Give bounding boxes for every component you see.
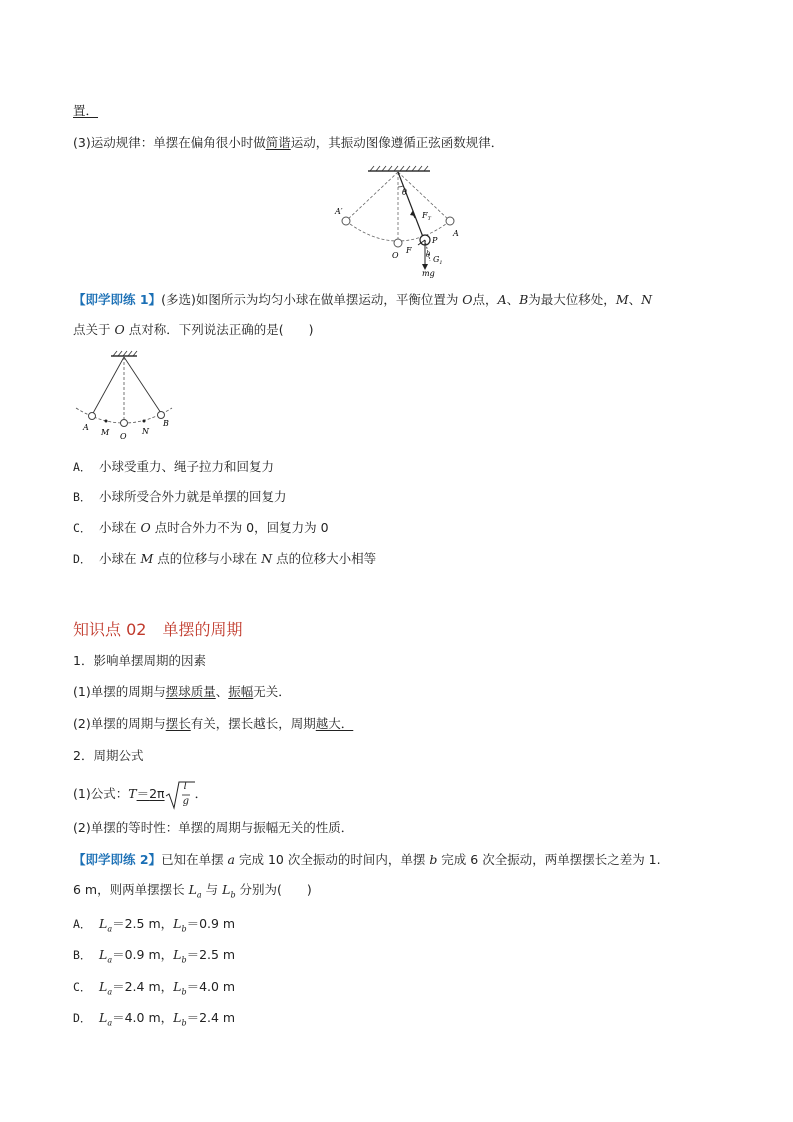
fig1-theta2-label: θ [426,251,431,259]
factors-line2 [73,716,353,732]
fig2-a-label: A [83,423,89,432]
factors-text: (2)单摆的周期与 [73,716,166,731]
option-letter: B． [73,490,92,504]
fig1-mg-label: mg [422,269,435,278]
practice2-line1 [73,852,661,868]
option-var: L [173,916,182,931]
practice1-sep1: 、 [506,292,520,307]
practice1-sep2: 、 [628,292,642,307]
factors-underline: 摆球质量 [165,684,216,699]
option-text: 点时合外力不为 0，回复力为 0 [150,520,329,535]
motion-rule-text [73,135,503,151]
practice1-text-e: 点对称．下列说法正确的是( ) [124,322,314,337]
practice1-tag: 【即学即练 1】 [73,292,162,307]
option-letter: C． [73,521,92,535]
option2-a [73,914,235,934]
practice2-var: a [227,852,235,867]
option-var: L [99,947,108,962]
option-sub: b [181,987,187,997]
option2-b [73,945,235,965]
fig2-n-label: N [142,427,149,436]
practice2-var: L [188,882,197,897]
option-var: L [173,979,182,994]
option-var: L [99,979,108,994]
option-text: ＝2.4 m [186,1010,236,1025]
practice2-text: 6 m，则两单摆摆长 [73,882,189,897]
practice1-line1 [73,292,652,308]
option1-d [73,549,376,567]
factors-underline: 越大． [315,716,354,731]
fig1-theta-label: θ [402,188,407,197]
option-sub: a [107,987,113,997]
isochronism-text: (2)单摆的等时性：单摆的周期与振幅无关的性质． [73,820,354,835]
option-text: 点的位移与小球在 [153,551,262,566]
option1-a [73,457,274,475]
practice2-text: 与 [201,882,223,897]
factors-heading: 1．影响单摆周期的因素 [73,653,206,668]
practice2-var: L [222,882,231,897]
option-var: L [99,916,108,931]
intro-tail-text: 置． [73,103,99,118]
fig1-f-label: F [406,246,412,255]
formula-heading: 2．周期公式 [73,748,144,763]
factors-text: 无关． [253,684,291,699]
fig2-m-label: M [101,428,110,437]
option-text: 小球所受合外力就是单摆的回复力 [99,489,287,504]
option-text: 点的位移大小相等 [272,551,377,566]
fig1-p-label: P [432,236,438,245]
option-text: ＝0.9 m， [112,947,174,962]
factors-line1 [73,684,291,700]
practice1-var-n: N [641,292,653,307]
option-letter: D． [73,1011,92,1025]
practice1-var-a: A [497,292,507,307]
option-var: M [140,551,154,566]
fig1-g1-label: $G_1$ [433,255,443,266]
fig2-b-label: B [163,419,169,428]
formula-t: T [128,786,137,801]
practice1-var-b: B [519,292,529,307]
option-text: ＝2.5 m [186,947,236,962]
factors-underline: 振幅 [228,684,254,699]
formula-numerator: l [183,780,187,792]
practice1-text-d: 点关于 [73,322,115,337]
option-var: L [173,947,182,962]
practice2-text: 分别为( ) [235,882,312,897]
option1-b [73,487,287,505]
practice2-text: 完成 10 次全振动的时间内，单摆 [235,852,430,867]
formula-two-pi: 2π [149,786,165,801]
option-text: ＝0.9 m [186,916,236,931]
option-sub: a [107,1018,113,1028]
fig1-a-prime-label: A′ [335,207,343,216]
option-letter: A． [73,460,92,474]
practice2-sub: b [230,890,236,900]
formula-denominator: g [182,795,189,807]
practice1-var-m: M [615,292,629,307]
option-letter: A． [73,917,92,931]
option-var: O [140,520,151,535]
motion-rule-prefix: (3)运动规律：单摆在偏角很小时做 [73,135,266,150]
option-var: N [261,551,273,566]
option-letter: B． [73,948,92,962]
formula-end: ． [194,786,208,801]
practice1-line2 [73,322,313,338]
option-text: ＝2.5 m， [112,916,174,931]
sqrt-icon [165,780,195,810]
sqrt-fraction [165,780,195,810]
pendulum-force-diagram [330,163,470,278]
practice2-line2 [73,882,312,904]
option-sub: b [181,955,187,965]
option-sub: b [181,924,187,934]
option-sub: a [107,924,113,934]
option-var: L [173,1010,182,1025]
motion-rule-suffix: 运动，其振动图像遵循正弦函数规律． [290,135,504,150]
factors-text: (1)单摆的周期与 [73,684,166,699]
formula-eq: ＝ [136,786,150,801]
practice1-var-o2: O [114,322,125,337]
practice1-text-b: 点， [472,292,498,307]
option-text: ＝4.0 m [186,979,236,994]
option-var: L [99,1010,108,1025]
option-sub: b [181,1018,187,1028]
option-sub: a [107,955,113,965]
section-title: 知识点 02 单摆的周期 [73,620,243,639]
practice2-text: 完成 6 次全振动，两单摆摆长之差为 1. [437,852,661,867]
option1-c [73,518,329,536]
option-text: 小球在 [99,520,141,535]
formula-prefix: (1)公式： [73,786,129,801]
motion-rule-underlined: 简谐 [265,135,291,150]
fig1-ft-label: $F_T$ [422,211,431,222]
practice1-text-a: (多选)如图所示为均匀小球在做单摆运动，平衡位置为 [161,292,463,307]
option-letter: C． [73,980,92,994]
fig1-a-label: A [453,229,459,238]
option-letter: D． [73,552,92,566]
formula-line [73,778,207,810]
option-text: 小球在 [99,551,141,566]
option2-c [73,977,235,997]
option2-d [73,1008,235,1028]
simple-pendulum-diagram [73,348,178,440]
practice2-tag: 【即学即练 2】 [73,852,162,867]
practice2-sub: a [196,890,202,900]
option-text: ＝4.0 m， [112,1010,174,1025]
factors-underline: 摆长 [165,716,191,731]
factors-text: 、 [215,684,229,699]
practice1-text-c: 为最大位移处， [528,292,616,307]
factors-text: 有关，摆长越长，周期 [190,716,316,731]
fig2-o-label: O [120,432,127,440]
practice2-var: b [429,852,438,867]
fig1-o-label: O [392,251,399,260]
practice2-text: 已知在单摆 [161,852,228,867]
option-text: 小球受重力、绳子拉力和回复力 [99,459,275,474]
option-text: ＝2.4 m， [112,979,174,994]
practice1-var-o: O [462,292,473,307]
